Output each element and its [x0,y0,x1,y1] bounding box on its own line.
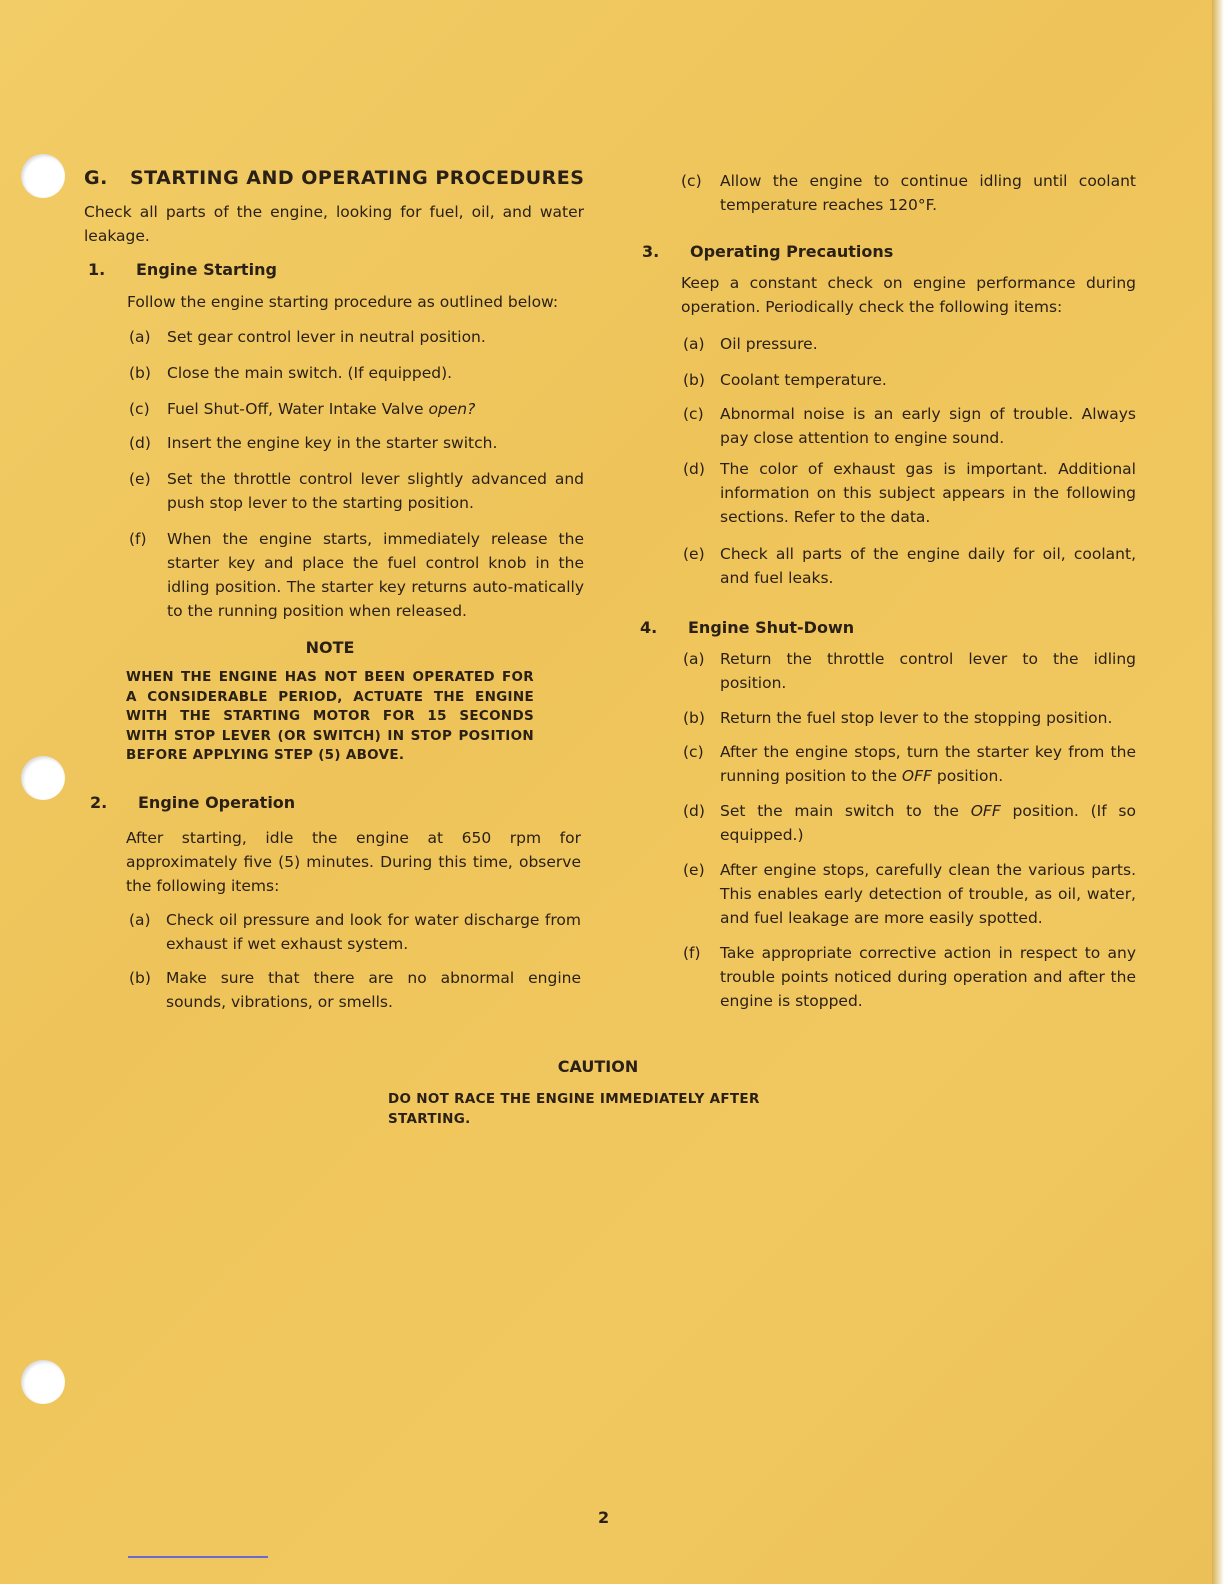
list-item [683,799,1136,847]
item-text-plain: position. (If so equipped.) [720,802,1136,844]
item-text: Check oil pressure and look for water discharge from exhaust if wet exhaust system. [166,911,581,953]
item-text-plain: position. [931,767,1004,785]
list-item [683,402,1136,450]
item-text-italic: open? [428,400,476,418]
page-edge [1212,0,1224,1584]
item-label: (d) [683,460,705,478]
list-item [683,457,1136,529]
item-text: Insert the engine key in the starter switch. [167,434,498,452]
item-label: (b) [683,709,705,727]
list-item [129,467,584,515]
list-item [129,361,584,385]
list-item [129,527,584,623]
item-text: Make sure that there are no abnormal engine sounds, vibrations, or smells. [166,969,581,1011]
list-item [129,908,581,956]
note-text: WHEN THE ENGINE HAS NOT BEEN OPERATED FOR A CONSIDERABLE PERIOD, ACTUATE THE ENGINE WITH THE STARTING MOTOR FOR 15 SECONDS WITH STOP LEVER (OR SWITCH) IN STOP POSITION BEFORE APPLYING STEP (5) ABOVE. [126,669,534,763]
item-text: Set the throttle control lever slightly advanced and push stop lever to the starting position. [167,470,584,512]
item-label: (a) [129,328,151,346]
item-label: (f) [129,530,147,548]
item-text: Set gear control lever in neutral position. [167,328,486,346]
list-item [683,332,1136,356]
heading-number: 4. [640,618,658,637]
item-text: Oil pressure. [720,335,818,353]
list-item [683,941,1136,1013]
list-item [683,368,1136,392]
heading-engine-starting [88,260,277,279]
heading-number: 3. [642,242,660,261]
item-text: Check all parts of the engine daily for oil, coolant, and fuel leaks. [720,545,1136,587]
item-label: (d) [683,802,705,820]
item-label: (a) [129,911,151,929]
binder-hole-middle [21,756,65,800]
item-text-italic: OFF [901,767,932,785]
heading-engine-operation [90,793,295,812]
item-label: (e) [683,861,705,879]
note-title: NOTE [305,638,355,657]
list-item [129,966,581,1014]
list-item [683,706,1136,730]
item-label: (c) [681,172,702,190]
item-text: After engine stops, carefully clean the various parts. This enables early detection of trouble, as oil, water, and fuel leakage are more easily spotted. [720,861,1136,927]
item-text-italic: OFF [970,802,1001,820]
item-text-plain: Set the main switch to the [720,802,971,820]
item-label: (f) [683,944,701,962]
list-item [683,740,1136,788]
item-label: (c) [683,743,704,761]
item-text-plain: After the engine stops, turn the starter key from the running position to the [720,743,1136,785]
item-label: (d) [129,434,151,452]
item-text [720,799,1136,847]
item-text: Coolant temperature. [720,371,887,389]
heading-text: Engine Shut-Down [688,618,855,637]
item-label: (b) [683,371,705,389]
caution-title: CAUTION [557,1057,639,1076]
heading-engine-shutdown [640,618,854,637]
item-label: (c) [129,400,150,418]
heading-operating-precautions [642,242,893,261]
item-text: Abnormal noise is an early sign of trouble. Always pay close attention to engine sound. [720,405,1136,447]
operating-precautions-intro: Keep a constant check on engine performance during operation. Periodically check the following items: [681,274,1136,316]
list-item [129,431,584,455]
section-title-text: STARTING AND OPERATING PROCEDURES [130,167,585,189]
list-item [683,542,1136,590]
engine-starting-intro: Follow the engine starting procedure as outlined below: [127,293,559,311]
item-text-plain: Fuel Shut-Off, Water Intake Valve [167,400,429,418]
item-label: (b) [129,364,151,382]
caution-text: DO NOT RACE THE ENGINE IMMEDIATELY AFTER STARTING. [388,1091,760,1127]
binder-hole-bottom [21,1360,65,1404]
list-item [683,858,1136,930]
item-label: (b) [129,969,151,987]
item-text: The color of exhaust gas is important. Additional information on this subject appears in the following sections. Refer to the data. [720,460,1136,526]
heading-text: Operating Precautions [690,242,894,261]
item-label: (e) [683,545,705,563]
section-intro: Check all parts of the engine, looking for fuel, oil, and water leakage. [84,203,584,245]
section-title [84,167,584,189]
item-text [167,397,584,421]
section-letter: G. [84,167,108,189]
heading-text: Engine Starting [136,260,277,279]
item-text: Return the throttle control lever to the idling position. [720,650,1136,692]
list-item [681,169,1136,217]
item-text: Allow the engine to continue idling until coolant temperature reaches 120°F. [720,172,1136,214]
page-number: 2 [598,1508,610,1527]
item-label: (a) [683,335,705,353]
heading-text: Engine Operation [138,793,296,812]
item-label: (a) [683,650,705,668]
item-text: Close the main switch. (If equipped). [167,364,453,382]
list-item [129,325,584,349]
item-label: (e) [129,470,151,488]
item-text: When the engine starts, immediately release the starter key and place the fuel control knob in the idling position. The starter key returns auto-matically to the running position when released. [167,530,584,620]
list-item [683,647,1136,695]
item-text [720,740,1136,788]
item-text: Take appropriate corrective action in respect to any trouble points noticed during operation and after the engine is stopped. [720,944,1136,1010]
heading-number: 1. [88,260,106,279]
list-item [129,397,584,421]
heading-number: 2. [90,793,108,812]
scan-artifact-line [128,1556,268,1558]
item-label: (c) [683,405,704,423]
binder-hole-top [21,154,65,198]
engine-operation-intro: After starting, idle the engine at 650 rpm for approximately five (5) minutes. During this time, observe the following items: [126,829,581,895]
item-text: Return the fuel stop lever to the stopping position. [720,709,1113,727]
